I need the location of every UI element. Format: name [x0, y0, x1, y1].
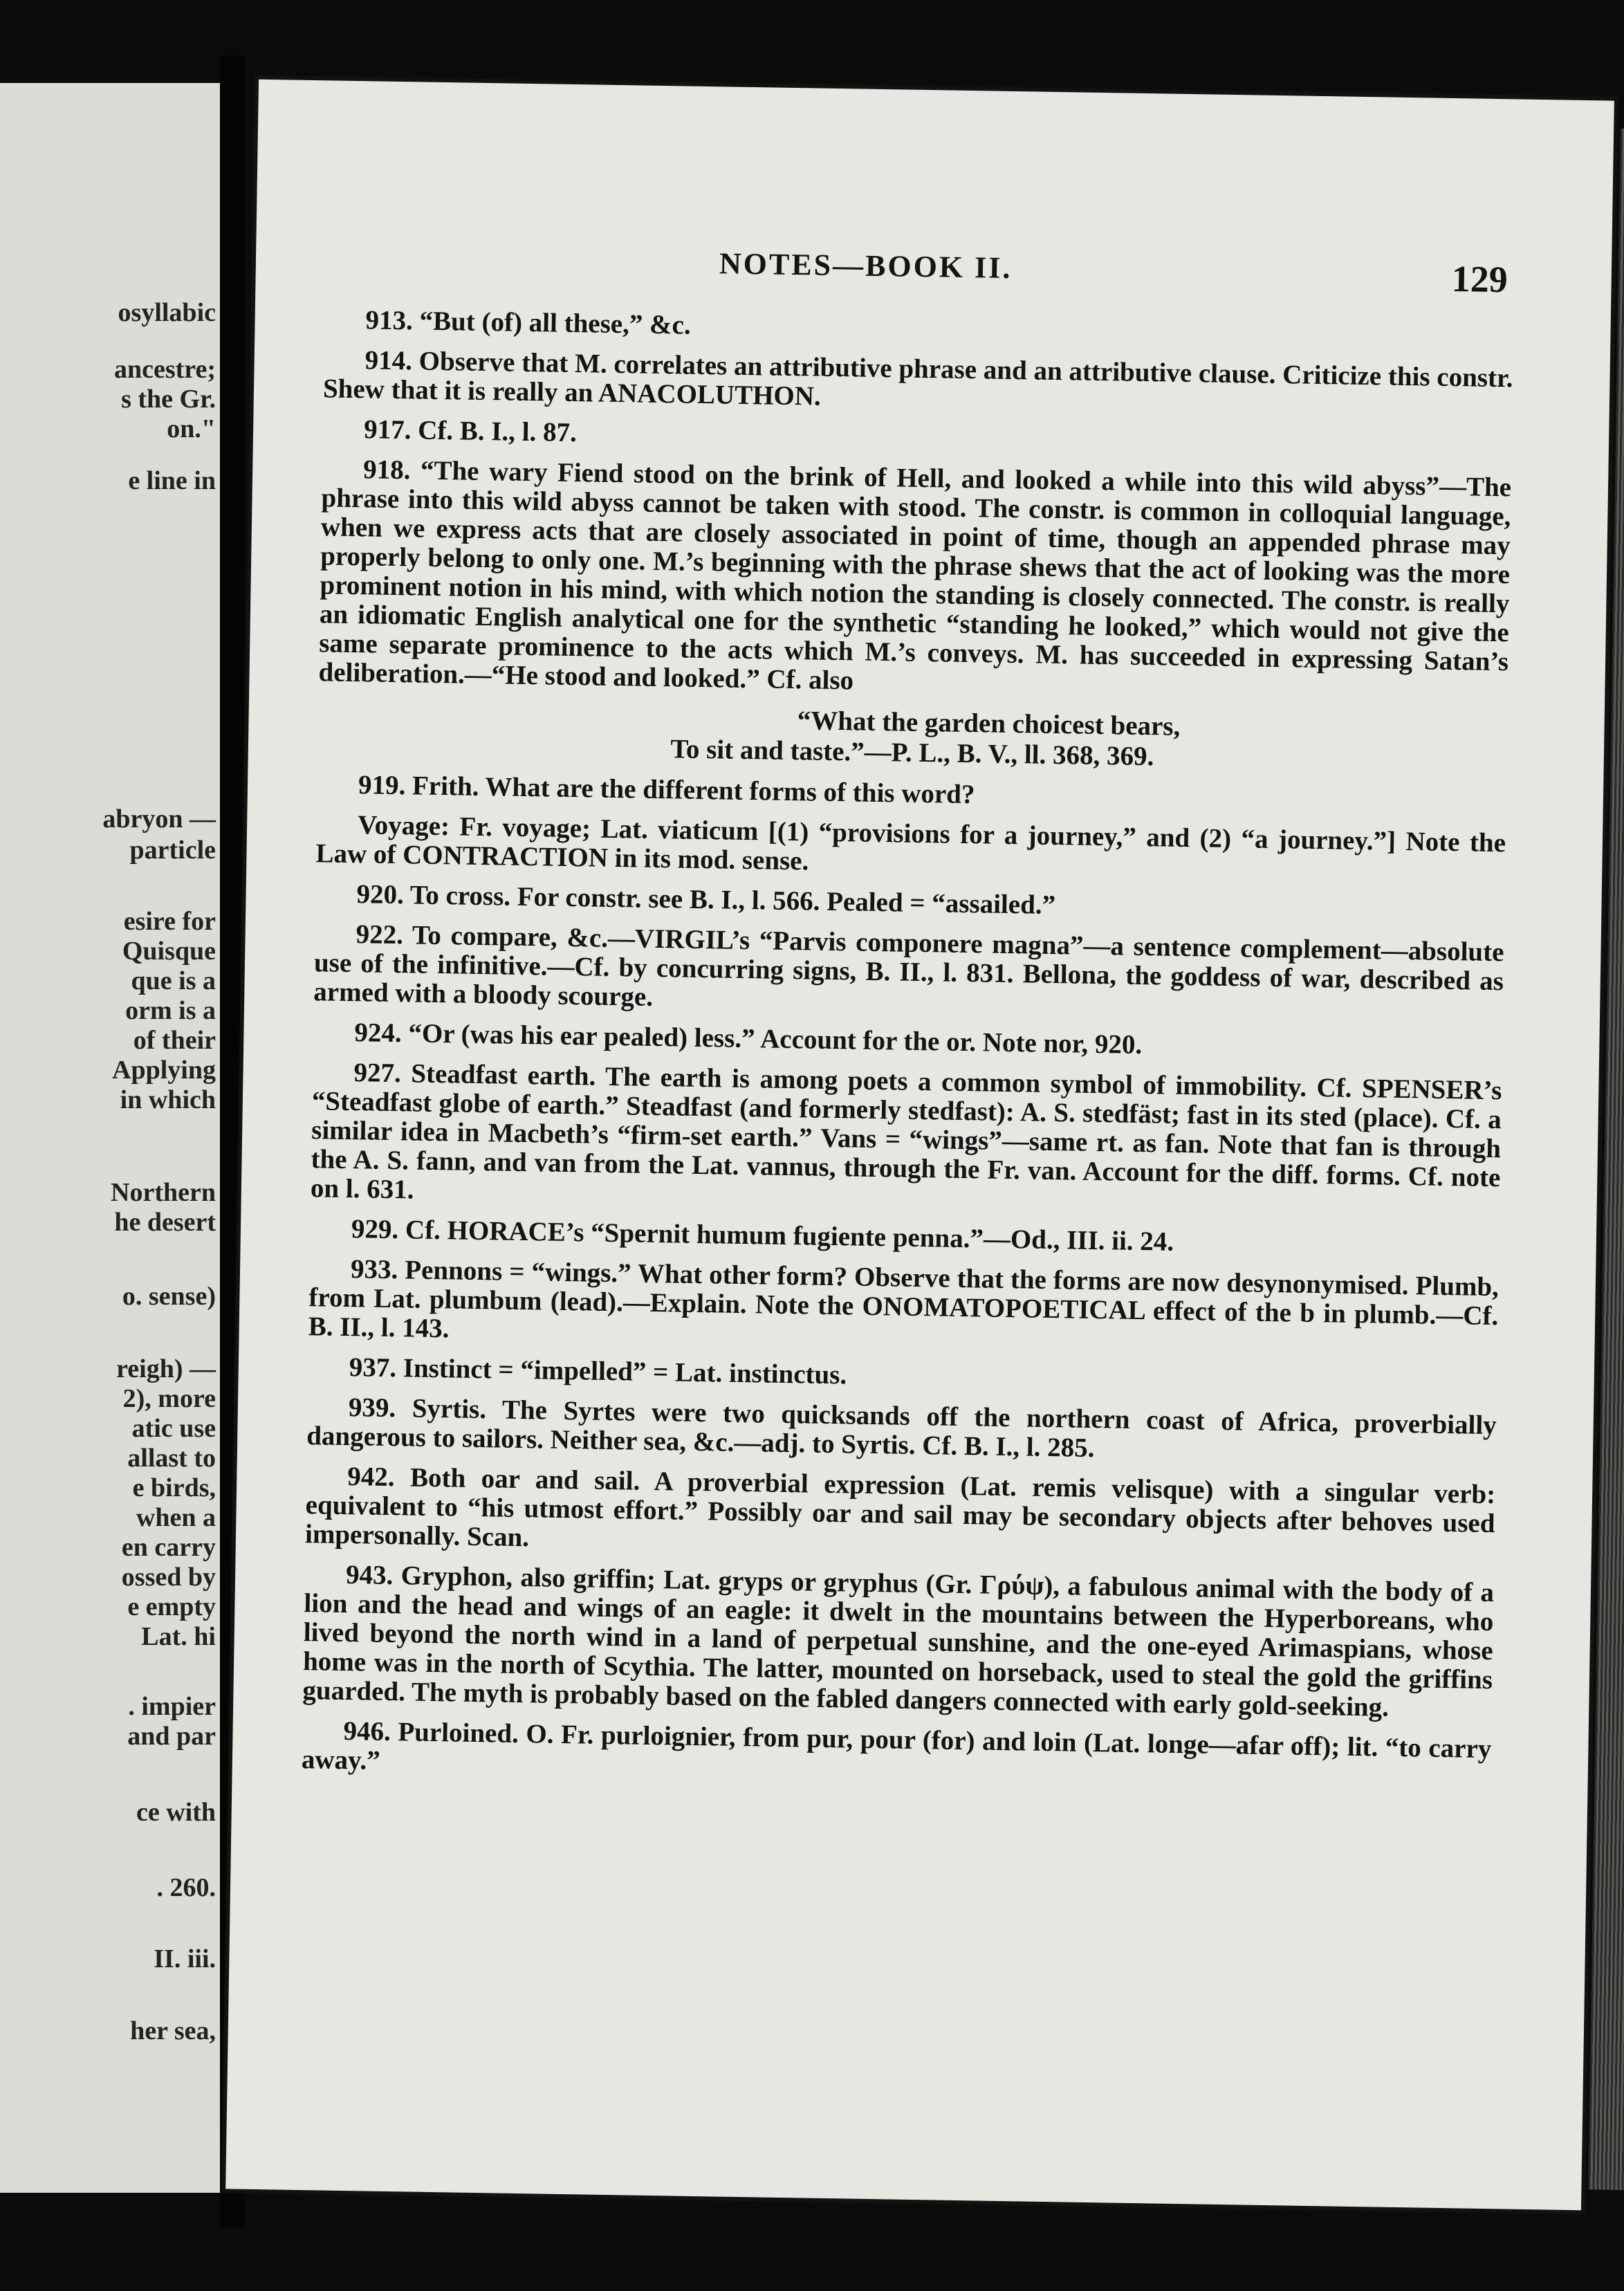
note-917: 917. Cf. B. I., l. 87.: [363, 414, 578, 448]
note-929: 929. Cf. HORACE’s “Spernit humum fugiente penna.”—Od., III. ii. 24.: [351, 1214, 1174, 1257]
facing-page-line: reigh) —: [116, 1354, 216, 1383]
facing-page-line: en carry: [121, 1533, 216, 1562]
facing-page-line: atic use: [131, 1414, 216, 1443]
facing-page-line: ce with: [136, 1798, 216, 1827]
note-913: 913. “But (of) all these,” &c.: [365, 305, 692, 340]
note-933: 933. Pennons = “wings.” What other form? Observe that the forms are now desynonymised. Plumb, from Lat. plumbum (lead).—Explain. Note the ONOMATOPOETICAL effect of the b in plumb.—Cf. B. II., l. 143.: [308, 1254, 1500, 1344]
running-title: NOTES—BOOK II.: [719, 246, 1013, 285]
facing-page-line: e line in: [128, 466, 216, 495]
note-927: 927. Steadfast earth. The earth is among poets a common symbol of immobility. Cf. SPENSER’s “Steadfast globe of earth.” Steadfast (and formerly stedfast): A. S. stedfäst; fast in its sted (place). Cf. a similar idea in Macbeth’s “firm-set earth.” Vans = “wings”—same rt. as fan. Note that fan is through the A. S. fann, and van from the Lat. vannus, through the Fr. van. Account for the diff. forms. Cf. note on l. 631.: [310, 1058, 1502, 1205]
page-edge-stack: [1588, 129, 1624, 2191]
facing-page-line: e empty: [127, 1592, 216, 1621]
facing-page-line: in which: [120, 1085, 216, 1114]
facing-page-line: ancestre;: [113, 355, 216, 384]
verse-line: “What the garden choicest bears,: [797, 706, 1181, 742]
facing-page-line: particle: [129, 836, 216, 865]
facing-page: [0, 83, 227, 2193]
page-number: 129: [1451, 257, 1508, 301]
facing-page-line: and par: [127, 1722, 216, 1751]
note-919: 919. Frith. What are the different forms of this word?: [358, 770, 975, 810]
note-939: 939. Syrtis. The Syrtes were two quicksands off the northern coast of Africa, proverbially dangerous to sailors. Neither sea, &c.—adj. to Syrtis. Cf. B. I., l. 285.: [306, 1392, 1497, 1464]
facing-page-line: osyllabic: [118, 298, 216, 327]
facing-page-line: abryon —: [102, 804, 216, 834]
facing-page-line: allast to: [127, 1444, 216, 1473]
facing-page-line: of their: [133, 1026, 216, 1055]
facing-page-line: 2), more: [122, 1384, 216, 1413]
facing-page-line: her sea,: [130, 2016, 216, 2045]
facing-page-line: ossed by: [121, 1563, 216, 1592]
facing-page-line: e birds,: [132, 1473, 216, 1502]
facing-page-line: II. iii.: [154, 1944, 216, 1973]
facing-page-line: orm is a: [125, 996, 216, 1025]
note-942: 942. Both oar and sail. A proverbial expression (Lat. remis velisque) with a singular verb: equivalent to “his utmost effort.” Possibly oar and sail may be secondary objects after behoves used impersonally. Scan.: [304, 1462, 1496, 1553]
page-header: [256, 239, 1612, 302]
note-922: 922. To compare, &c.—VIRGIL’s “Parvis componere magna”—a sentence complement—absolute use of the infinitive.—Cf. by concurring signs, B. II., l. 831. Bellona, the goddess of war, described as armed with a bloody scourge.: [313, 919, 1504, 1012]
facing-page-line: . 260.: [156, 1873, 216, 1902]
notes-body: [302, 305, 1514, 1793]
facing-page-line: Northern: [111, 1178, 216, 1207]
facing-page-line: on.": [167, 414, 216, 443]
facing-page-line: he desert: [114, 1208, 216, 1237]
facing-page-line: esire for: [123, 907, 216, 936]
note-920: 920. To cross. For constr. see B. I., l. 566. Pealed = “assailed.”: [356, 879, 1056, 921]
facing-page-line: s the Gr.: [121, 385, 216, 414]
note-924: 924. “Or (was his ear pealed) less.” Account for the or. Note nor, 920.: [354, 1018, 1143, 1060]
facing-page-line: when a: [136, 1503, 216, 1532]
note-937: 937. Instinct = “impelled” = Lat. instinctus.: [349, 1352, 847, 1390]
verse-line: To sit and taste.”—P. L., B. V., ll. 368, 369.: [670, 734, 1154, 772]
verse-quotation: [317, 698, 1508, 778]
note-943: 943. Gryphon, also griffin; Lat. gryps or gryphus (Gr. Γρύψ), a fabulous animal with the body of a lion and the head and wings of an eagle: it dwelt in the mountains between the Hyperboreans, who lived beyond the north wind in a land of perpetual sunshine, and the one-eyed Arimaspians, whose home was in the north of Scythia. The latter, mounted on horseback, used to steal the gold the griffins guarded. The myth is probably based on the fabled dangers connected with early gold-seeking.: [302, 1560, 1495, 1722]
note-918: 918. “The wary Fiend stood on the brink of Hell, and looked a while into this wild abyss”—The phrase into this wild abyss cannot be taken with stood. The constr. is common in colloquial language, when we express acts that are closely associated in point of time, though an appended phrase may properly belong to only one. M.’s beginning with the phrase shews that the act of looking was the more prominent notion in his mind, with which notion the standing is closely connected. The constr. is really an idiomatic English analytical one for the synthetic “standing he looked,” which would not give the same separate prominence to the acts which M.’s conveys. M. has succeeded in expressing Satan’s deliberation.—“He stood and looked.” Cf. also: [318, 454, 1512, 696]
note-914: 914. Observe that M. correlates an attributive phrase and an attributive clause. Criticize this constr. Shew that it is really an ANACOLUTHON.: [322, 345, 1513, 412]
facing-page-line: que is a: [131, 966, 216, 995]
facing-page-line: o. sense): [122, 1282, 216, 1311]
note-voyage: Voyage: Fr. voyage; Lat. viaticum [(1) “provisions for a journey,” and (2) “a journey.”] Note the Law of CONTRACTION in its mod. sense.: [315, 810, 1506, 876]
facing-page-line: Applying: [112, 1056, 216, 1085]
facing-page-line: Lat. hi: [141, 1622, 216, 1651]
facing-page-line: Quisque: [122, 937, 216, 966]
facing-page-line: . impier: [128, 1692, 216, 1721]
note-946: 946. Purloined. O. Fr. purloignier, from pur, pour (for) and loin (Lat. longe—afar off); lit. “to carry away.”: [301, 1716, 1492, 1776]
book-page: [225, 80, 1614, 2210]
